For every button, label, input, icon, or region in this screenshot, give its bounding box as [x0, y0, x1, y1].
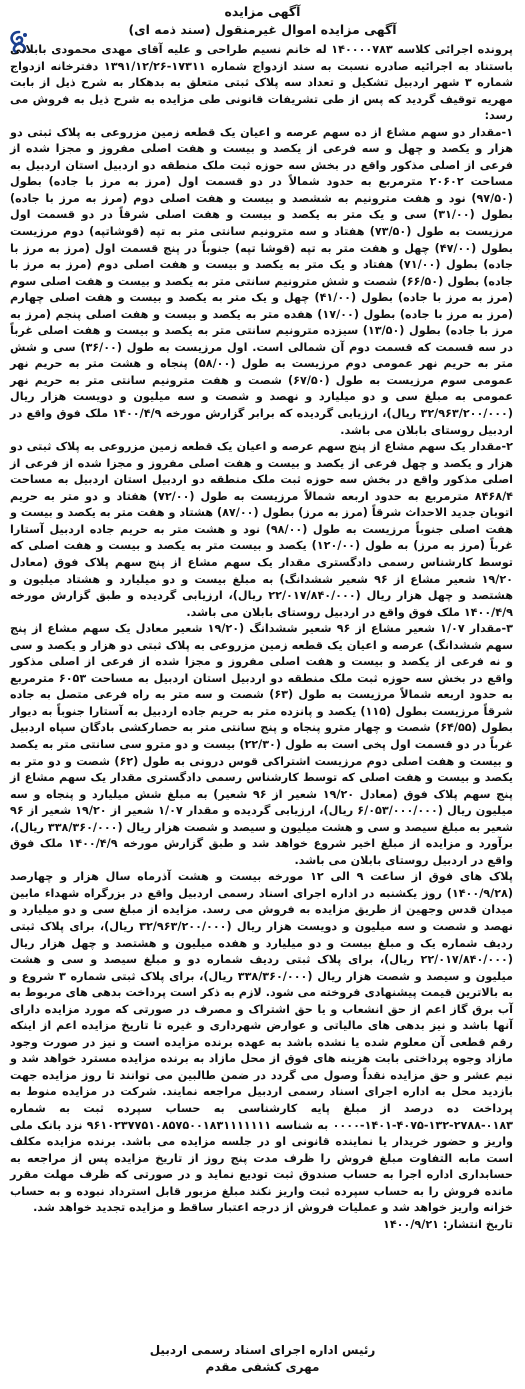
- item-3-paragraph: ۳-مقدار ۱/۰۷ شعیر مشاع از ۹۶ شعیر ششدانگ (۱۹/۲۰ شعیر معادل یک سهم مشاع از پنج سهم ششدانگ) عرصه و اعیان یک قطعه زمین مزروعی به پلاک ثبتی دو هزار و یکصد و سی و نه فرعی از یکصد و بیست و هفت اصلی مفروز و مجزا شده از فرعی از اصلی مذکور واقع در بخش سه حوزه ثبت ملک منطقه دو اردبیل استان اردبیل به مساحت ۶۰۵۳ مترمربع به حدود اربعه شمالاً مرزیست به طول (۶۳) شصت و سه متر به راه فرعی متصل به جاده شرقاً مرزیست بطول (۱۱۵) یکصد و پانزده متر به حریم جاده اردبیل به آستارا جنوباً به دیوار بطول (۶۴/۵۵) شصت و چهار مترو پنجاه و پنج سانتی متر به حصارکشی بادگان سپاه اردبیل غرباً در دو قسمت اول پخی است به طول (۲۲/۳۰) بیست و دو مترو سی سانتی متر به یکصد و بیست و هفت اصلی دوم مرزیست اشتراکی قوس درونی به طول (۶۲) شصت و دو متر به یکصد و بیست و هفت اصلی که توسط کارشناس رسمی دادگستری مقدار یک سهم مشاع از پنج سهم پلاک فوق (معادل ۱۹/۲۰ شعیر از ۹۶ شعیر) به مبلغ شش میلیارد و پنجاه و سه میلیون ریال (۶/۰۵۳/۰۰۰/۰۰۰ ریال)، ارزیابی گردیده و مقدار ۱/۰۷ شعیر از ۱۹/۲۰ شعیر از ۹۶ شعیر به مبلغ سیصد و سی و هشت میلیون و سیصد و شصت هزار ریال (۳۳۸/۳۶۰/۰۰۰ ریال)، برآورد و مزایده از مبلغ اخیر شروع خواهد شد و طبق گزارش مورخه ۱۴۰۰/۴/۹ ملک فوق واقع در اردبیل روستای بابلان می باشد.: [10, 622, 514, 867]
- notice-title: آگهی مزایده: [224, 4, 301, 19]
- item-2-paragraph: ۲-مقدار یک سهم مشاع از پنج سهم عرصه و اعیان یک قطعه زمین مزروعی به پلاک ثبتی دو هزار و یکصد و چهل فرعی از یکصد و بیست و هفت اصلی مفروز و مجزا شده از فرعی از اصلی مذکور واقع در بخش سه حوزه ثبت ملک منطقه دو اردبیل استان اردبیل به مساحت ۸۴۶۸/۴ مترمربع به حدود اربعه شمالاً مرزیست به طول (۷۲/۰۰) هفتاد و دو متر به حریم اتوبان جدید الاحداث شرقاً (مرز به مرز) بطول (۸۷/۰۰) هشتاد و هفت متر به یکصد و بیست و هفت اصلی جنوباً مرزیست به طول (۹۸/۰۰) نود و هشت متر به حریم جاده اردبیل آستارا غرباً (مرز به مرز) به طول (۱۲۰/۰۰) یکصد و بیست متر به یکصد و بیست و هفت اصلی که توسط کارشناس رسمی دادگستری مقدار یک سهم مشاع از پنج سهم پلاک فوق (معادل ۱۹/۲۰ شعیر مشاع از ۹۶ شعیر ششدانگ) به مبلغ بیست و دو میلیارد و هشتاد میلیون و هشتصد و چهل هزار ریال (۲۲/۰۱۷/۸۴۰/۰۰۰ ریال)، ارزیابی گردیده و طبق گزارش مورخه ۱۴۰۰/۴/۹ ملک فوق واقع در اردبیل روستای بابلان می باشد.: [10, 440, 513, 619]
- publish-date: تاریخ انتشار: ۱۴۰۰/۹/۲۱: [383, 1217, 513, 1231]
- signer-name: مهری کشفی مقدم: [205, 1360, 320, 1374]
- intro-paragraph: پرونده اجرائی کلاسه ۱۴۰۰۰۰۷۸۳ له خانم نسیم طراحی و علیه آقای مهدی محمودی بابلانی باستناد به اجرائیه صادره نسبت به سند ازدواج شماره ۱۷۳۱۱-۱۳۹۱/۱۲/۲۶ دفترخانه ازدواج شماره ۳ شهر اردبیل تشکیل و تعداد سه پلاک ثبتی متعلق به بدهکار به شرح ذیل از بابت مهریه توقیف گردید که پس از طی تشریفات قانونی طی مزایده به شرح ذیل به فروش می رسد:: [10, 43, 514, 123]
- signer-title: رئیس اداره اجرای اسناد رسمی اردبیل: [149, 1343, 376, 1357]
- item-1-paragraph: ۱-مقدار دو سهم مشاع از ده سهم عرصه و اعیان یک قطعه زمین مزروعی به پلاک ثبتی دو هزار و یکصد و چهل و سه فرعی از یکصد و بیست و هفت اصلی مفروز و مجزا شده از فرعی از اصلی مذکور واقع در بخش سه حوزه ثبت ملک منطقه دو اردبیل استان اردبیل به مساحت ۲۰۶۰۲ مترمربع به حدود شمالاً در دو قسمت اول (مرز به مرز با جاده) بطول (۹۷/۵۰) نود و هفت مترونیم به ششصد و بیست و هفت اصلی دوم (مرز به مرز با جاده) بطول (۳۱/۰۰) سی و یک متر به یکصد و بیست و هفت اصلی شرقاً در دو قسمت اول مرزیست به طول (۷۳/۵۰) هفتاد و سه مترونیم سانتی متر به تپه (قوشاتپه) دوم مرزیست بطول (۴۷/۰۰) چهل و هفت متر به تپه (قوشا تپه) جنوباً در پنج قسمت اول (مرز به مرز با جاده) بطول (۷۱/۰۰) هفتاد و یک متر به یکصد و بیست و هفت اصلی دوم (مرز به مرز با جاده) بطول (۶۶/۵۰) شصت و شش مترونیم سانتی متر به یکصد و بیست و هفت اصلی سوم (مرز به مرز با جاده) بطول (۴۱/۰۰) چهل و یک متر به یکصد و بیست و هفت اصلی چهارم (مرز به مرز با جاده) بطول (۱۷/۰۰) هفده متر به یکصد و بیست و هفت اصلی پنجم (مرز به مرز با جاده) بطول (۱۳/۵۰) سیزده مترونیم سانتی متر به یکصد و بیست و هفت اصلی غرباً در سه قسمت که قسمت دوم آن شمالی است. اول مرزیست به طول (۳۶/۰۰) سی و شش متر به حریم نهر عمومی دوم مرزیست به طول (۵۸/۰۰) پنجاه و هشت متر به حریم نهر عمومی سوم مرزیست به طول (۶۷/۵۰) شصت و هفت مترونیم سانتی متر به حریم نهر عمومی به مبلغ سی و دو میلیارد و نهصد و شصت و سه میلیون و دویست هزار ریال (۳۲/۹۶۳/۲۰۰/۰۰۰ ریال)، ارزیابی گردیده که برابر گزارش مورخه ۱۴۰۰/۴/۹ ملک فوق واقع در اردبیل روستای بابلان می باشد.: [10, 125, 514, 437]
- notice-body: [10, 42, 513, 1233]
- signature-block: [0, 1342, 525, 1376]
- notice-subtitle: آگهی مزایده اموال غیرمنقول (سند ذمه ای): [128, 22, 397, 37]
- terms-paragraph: پلاک های فوق از ساعت ۹ الی ۱۲ مورخه بیست و هشت آذرماه سال هزار و چهارصد (۱۴۰۰/۹/۲۸) روز یکشنبه در اداره اجرای اسناد رسمی اردبیل واقع در بزرگراه شهداء مابین میدان قدس وجهین از طریق مزایده به فروش می رسد. مزایده از مبلغ سی و دو میلیارد و نهصد و شصت و سه میلیون و دویست هزار ریال (۳۲/۹۶۳/۲۰۰/۰۰۰ ریال)، برای پلاک ثبتی ردیف شماره یک و مبلغ بیست و دو میلیارد و هفده میلیون و هشتصد و چهل هزار ریال (۲۲/۰۱۷/۸۴۰/۰۰۰ ریال)، برای پلاک ثبتی ردیف شماره دو و مبلغ سیصد و سی و هشت میلیون و سیصد و شصت هزار ریال (۳۳۸/۳۶۰/۰۰۰ ریال)، برای پلاک ثبتی شماره ۳ شروع و به بالاترین قیمت پیشنهادی فروخته می شود. لازم به ذکر است پرداخت بدهی های مربوط به آب برق گاز اعم از حق انشعاب و یا حق اشتراک و مصرف در صورتی که مورد مزایده دارای آنها باشد و نیز بدهی های مالیاتی و عوارض شهرداری و غیره تا تاریخ مزایده اعم از اینکه رقم قطعی آن معلوم شده یا نشده باشد به عهده برنده مزایده است و نیز در صورت وجود مازاد وجوه پرداختی بابت هزینه های فوق از محل مازاد به برنده مزایده مسترد خواهد شد و نیم عشر و حق مزایده نقداً وصول می گردد در ضمن طالبین می توانند تا روز مزایده جهت بازدید محل به اداره اجرای اسناد رسمی اردبیل مراجعه نمایند. شرکت در مزایده منوط به پرداخت ده درصد از مبلغ پایه کارشناسی به حساب سپرده ثبت به شماره ۰۱۸۳-۲۷۸۸-۱۳۲-۴۰۷۵-۱۴۰۱-۰۰۰۰ به شناسه ۹۶۱۰۲۳۷۷۵۱۰۸۵۷۵۰۰۱۸۳۱۱۱۱۱۱۱ نزد بانک ملی واریز و حضور خریدار یا نماینده قانونی او در جلسه مزایده می باشد. برنده مزایده مکلف است مابه التفاوت مبلغ فروش را ظرف مدت پنج روز از تاریخ مزایده پس از مراجعه به حسابداری اداره اجرا به حساب صندوق ثبت تودیع نماید و در صورتی که ظرف مهلت مقرر مانده فروش را به حساب سپرده ثبت واریز نکند مبلغ مزبور قابل استرداد نبوده و به حساب خزانه واریز خواهد شد و عملیات فروش از درجه اعتبار ساقط و مزایده تجدید خواهد شد.: [10, 870, 513, 1215]
